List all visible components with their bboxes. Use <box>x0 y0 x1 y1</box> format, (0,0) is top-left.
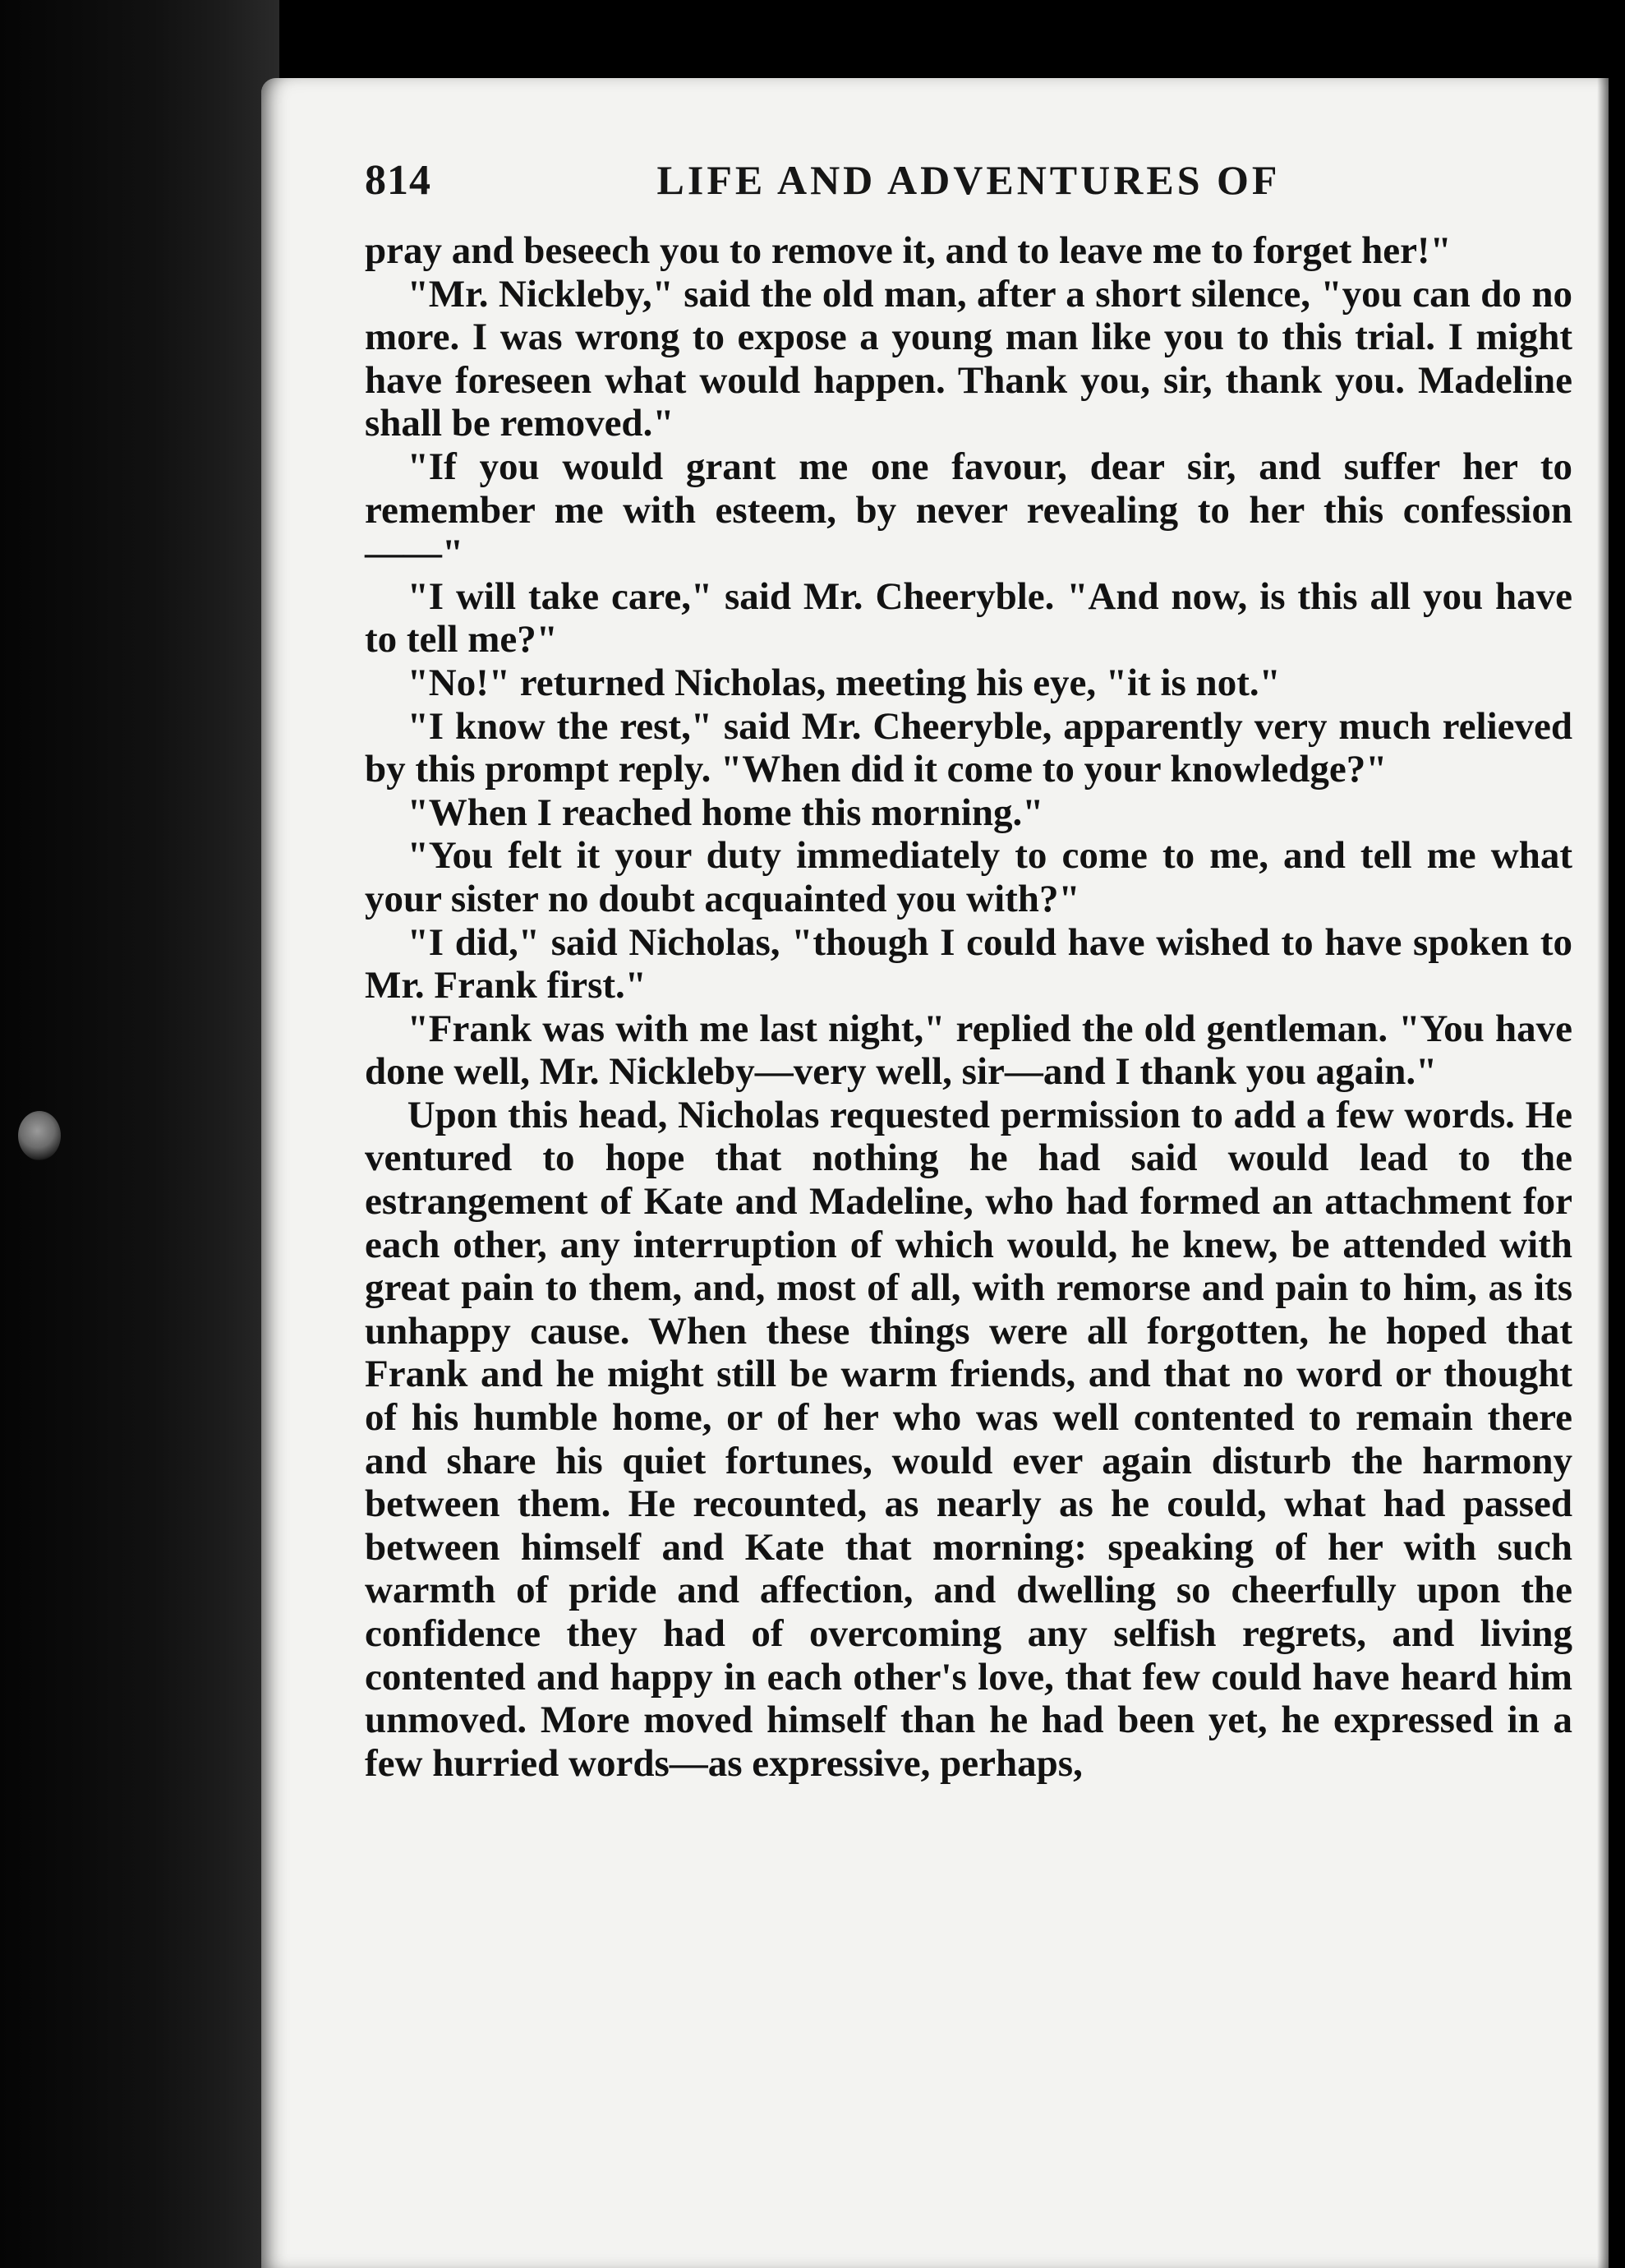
paragraph: Upon this head, Nicholas requested permission to add a few words. He ventured to hope that nothing he had said would lead to the estrangement of Kate and Madeline, who had formed an attachment for each other, any interruption of which would, he knew, be attended with great pain to them, and, most of all, with remorse and pain to him, as its unhappy cause. When these things were all forgotten, he hoped that Frank and he might still be warm friends, and that no word or thought of his humble home, or of her who was well contented to remain there and share his quiet fortunes, would ever again disturb the harmony between them. He recounted, as nearly as he could, what had passed between himself and Kate that morning: speaking of her with such warmth of pride and affection, and dwelling so cheerfully upon the confidence they had of overcoming any selfish regrets, and living contented and happy in each other's love, that few could have heard him unmoved. More moved himself than he had been yet, he expressed in a few hurried words—as expressive, perhaps, <box>365 1093 1572 1785</box>
paragraph: "If you would grant me one favour, dear sir, and suffer her to remember me with esteem, by never revealing to her this confession——" <box>365 445 1572 575</box>
page-number: 814 <box>365 157 431 204</box>
book-page <box>261 78 1609 2268</box>
paragraph: pray and beseech you to remove it, and to leave me to forget her!" <box>365 229 1452 272</box>
paragraph: "You felt it your duty immediately to come to me, and tell me what your sister no doubt acquainted you with?" <box>365 834 1572 920</box>
paragraph: "Mr. Nickleby," said the old man, after a short silence, "you can do no more. I was wrong to expose a young man like you to this trial. I might have foreseen what would happen. Thank you, sir, thank you. Madeline shall be removed." <box>365 272 1572 445</box>
paragraph: "When I reached home this morning." <box>407 791 1044 834</box>
paragraph: "Frank was with me last night," replied the old gentleman. "You have done well, Mr. Nickleby—very well, sir—and I thank you again." <box>365 1007 1572 1094</box>
body-text <box>365 229 1572 1785</box>
paragraph: "No!" returned Nicholas, meeting his eye, "it is not." <box>407 661 1281 704</box>
paragraph: "I did," said Nicholas, "though I could have wished to have spoken to Mr. Frank first." <box>365 920 1572 1007</box>
running-title: LIFE AND ADVENTURES OF <box>656 157 1281 203</box>
scan-speck <box>18 1111 61 1160</box>
paragraph: "I know the rest," said Mr. Cheeryble, apparently very much relieved by this prompt reply. "When did it come to your knowledge?" <box>365 704 1572 791</box>
page-header <box>365 156 1572 214</box>
paragraph: "I will take care," said Mr. Cheeryble. "And now, is this all you have to tell me?" <box>365 574 1572 662</box>
